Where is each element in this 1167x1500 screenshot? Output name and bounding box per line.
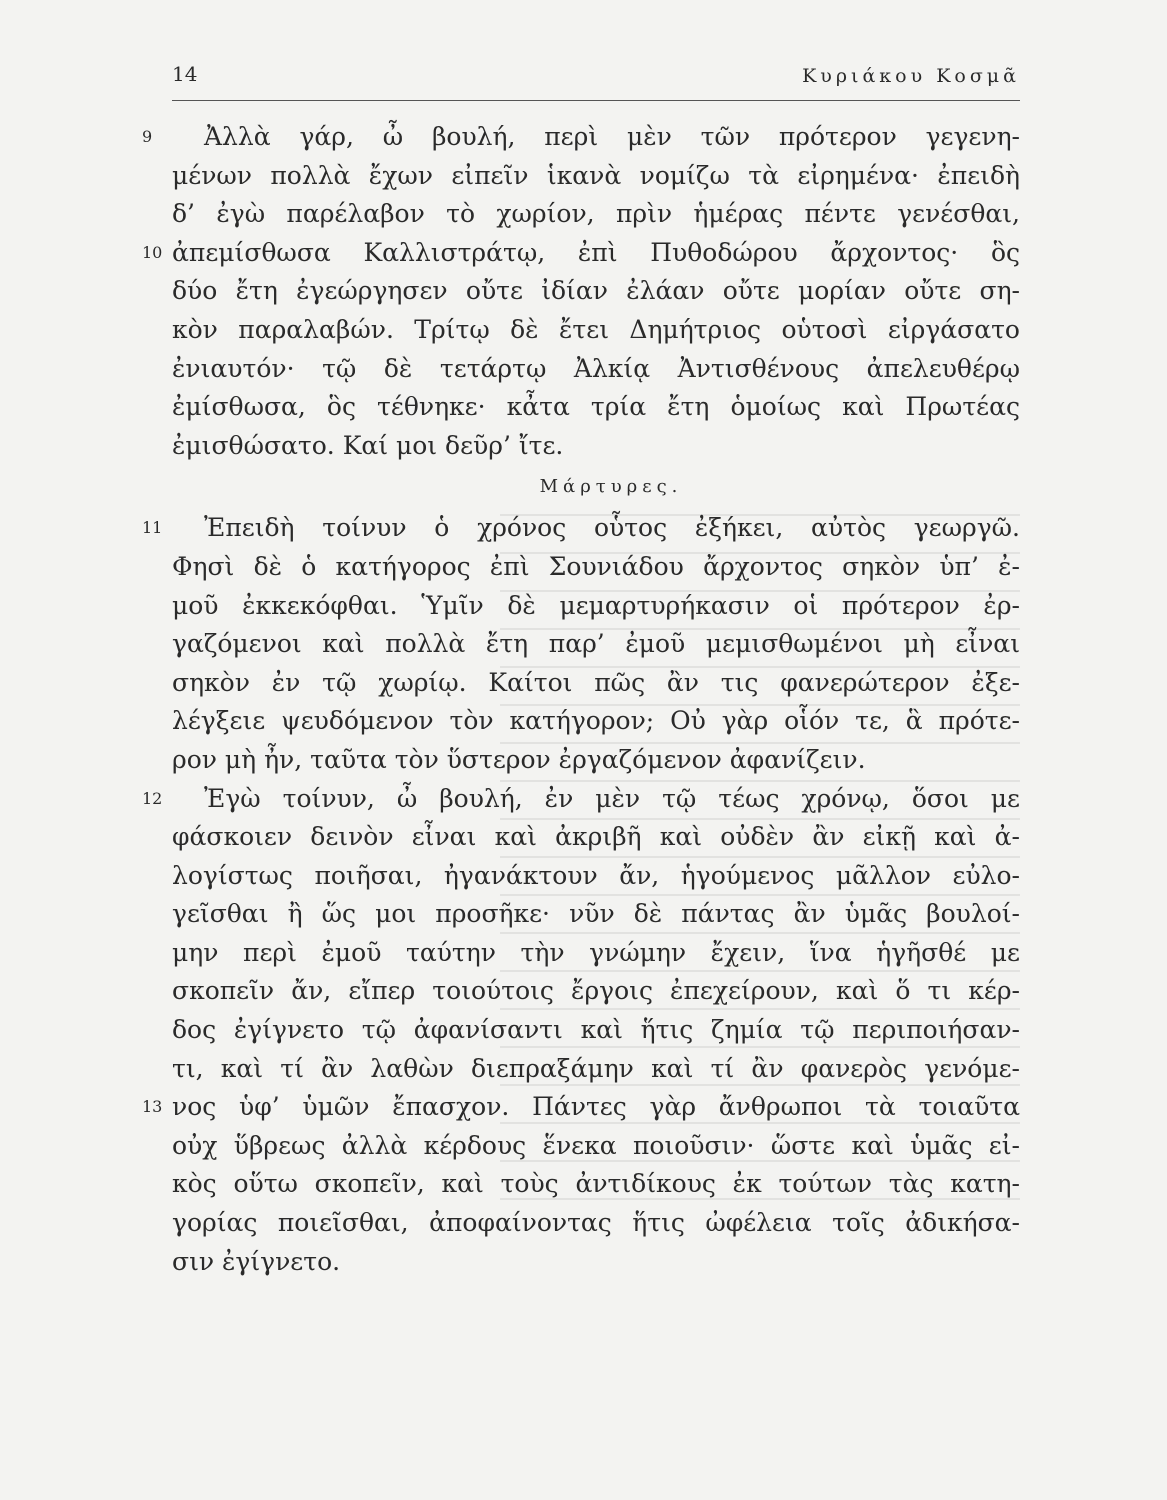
text-line — [172, 427, 1020, 466]
line-text: μένων πολλὰ ἔχων εἰπεῖν ἱκανὰ νομίζω τὰ εἰρημένα· ἐπειδὴ — [172, 160, 1020, 190]
line-text: φάσκοιεν δεινὸν εἶναι καὶ ἀκριβῆ καὶ οὐδὲν ἂν εἰκῇ καὶ ἀ- — [172, 822, 1020, 852]
page-number: 14 — [172, 62, 198, 86]
text-line — [172, 548, 1020, 587]
text-line — [172, 1127, 1020, 1166]
line-text: Ἐγὼ τοίνυν, ὦ βουλή, ἐν μὲν τῷ τέως χρόνῳ, ὅσοι με — [204, 783, 1020, 813]
line-text: κὸς οὕτω σκοπεῖν, καὶ τοὺς ἀντιδίκους ἐκ τούτων τὰς κατη- — [172, 1169, 1020, 1199]
text-line — [172, 587, 1020, 626]
line-text: Ἀλλὰ γάρ, ὦ βουλή, περὶ μὲν τῶν πρότερον γεγενη- — [204, 122, 1020, 151]
text-line — [172, 1243, 1020, 1282]
text-line — [142, 780, 1020, 819]
line-text: νος ὑφ’ ὑμῶν ἔπασχον. Πάντες γὰρ ἄνθρωποι τὰ τοιαῦτα — [172, 1092, 1020, 1122]
line-text: ἐμισθώσατο. Καί μοι δεῦρ’ ἴτε. — [172, 430, 564, 460]
line-text: γεῖσθαι ἢ ὥς μοι προσῆκε· νῦν δὲ πάντας ἂν ὑμᾶς βουλοί- — [172, 899, 1020, 929]
line-text: γορίας ποιεῖσθαι, ἀποφαίνοντας ἥτις ὠφέλεια τοῖς ἀδικήσα- — [172, 1208, 1020, 1238]
witnesses-heading: Μάρτυρες. — [539, 476, 683, 498]
text-line — [172, 350, 1020, 389]
line-text: δύο ἔτη ἐγεώργησεν οὔτε ἰδίαν ἐλάαν οὔτε μορίαν οὔτε ση- — [172, 276, 1020, 306]
line-text: λογίστως ποιῆσαι, ἠγανάκτουν ἄν, ἡγούμενος μᾶλλον εὐλο- — [172, 860, 1020, 890]
section-number: 12 — [142, 788, 163, 808]
line-text: σηκὸν ἐν τῷ χωρίῳ. Καίτοι πῶς ἂν τις φανερώτερον ἐξε- — [172, 667, 1020, 697]
text-line — [172, 934, 1020, 973]
line-text: ἐμίσθωσα, ὃς τέθνηκε· κἆτα τρία ἔτη ὁμοίως καὶ Πρωτέας — [172, 392, 1020, 422]
text-line — [142, 509, 1020, 548]
text-line — [172, 272, 1020, 311]
text-line — [172, 895, 1020, 934]
line-text: ἀπεμίσθωσα Καλλιστράτῳ, ἐπὶ Πυθοδώρου ἄρχοντος· ὃς — [172, 237, 1020, 267]
line-text: γαζόμενοι καὶ πολλὰ ἔτη παρ’ ἐμοῦ μεμισθωμένοι μὴ εἶναι — [172, 629, 1020, 659]
page-header — [172, 62, 1020, 101]
text-line — [172, 1204, 1020, 1243]
text-line — [172, 857, 1020, 896]
line-text: σιν ἐγίγνετο. — [172, 1246, 341, 1276]
text-line — [172, 1165, 1020, 1204]
text-line — [172, 625, 1020, 664]
line-text: Ἐπειδὴ τοίνυν ὁ χρόνος οὗτος ἐξήκει, αὐτὸς γεωργῶ. — [204, 513, 1020, 543]
text-line — [172, 664, 1020, 703]
line-text: ἐνιαυτόν· τῷ δὲ τετάρτῳ Ἀλκίᾳ Ἀντισθένους ἀπελευθέρῳ — [172, 353, 1020, 383]
text-line — [172, 702, 1020, 741]
text-line — [172, 818, 1020, 857]
section-number: 10 — [142, 242, 163, 262]
line-text: δ’ ἐγὼ παρέλαβον τὸ χωρίον, πρὶν ἡμέρας πέντε γενέσθαι, — [172, 199, 1020, 229]
body-text — [142, 118, 1020, 1281]
line-text: ρον μὴ ἦν, ταῦτα τὸν ὕστερον ἐργαζόμενον ἀφανίζειν. — [172, 744, 866, 774]
section-number: 9 — [142, 127, 153, 146]
section-number: 13 — [142, 1097, 163, 1117]
line-text: τι, καὶ τί ἂν λαθὼν διεπραξάμην καὶ τί ἂν φανερὸς γενόμε- — [172, 1053, 1020, 1083]
text-line — [172, 972, 1020, 1011]
text-line — [142, 118, 1020, 157]
line-text: μην περὶ ἐμοῦ ταύτην τὴν γνώμην ἔχειν, ἵνα ἡγῆσθέ με — [172, 937, 1020, 967]
text-line — [142, 234, 1020, 273]
running-title: Κυριάκου Κοσμᾶ — [802, 65, 1020, 87]
text-line — [142, 1088, 1020, 1127]
line-text: οὐχ ὕβρεως ἀλλὰ κέρδους ἕνεκα ποιοῦσιν· ὥστε καὶ ὑμᾶς εἰ- — [172, 1130, 1020, 1160]
line-text: δος ἐγίγνετο τῷ ἀφανίσαντι καὶ ἥτις ζημία τῷ περιποιήσαν- — [172, 1015, 1020, 1045]
text-line — [172, 157, 1020, 196]
line-text: μοῦ ἐκκεκόφθαι. Ὑμῖν δὲ μεμαρτυρήκασιν οἱ πρότερον ἐρ- — [172, 590, 1020, 620]
text-line — [172, 311, 1020, 350]
text-line — [172, 388, 1020, 427]
line-text: σκοπεῖν ἄν, εἴπερ τοιούτοις ἔργοις ἐπεχείρουν, καὶ ὅ τι κέρ- — [172, 976, 1020, 1006]
line-text: λέγξειε ψευδόμενον τὸν κατήγορον; Οὐ γὰρ οἷόν τε, ἃ πρότε- — [172, 706, 1020, 736]
line-text: Φησὶ δὲ ὁ κατήγορος ἐπὶ Σουνιάδου ἄρχοντος σηκὸν ὑπ’ ἐ- — [172, 551, 1020, 581]
line-text: κὸν παραλαβών. Τρίτῳ δὲ ἔτει Δημήτριος οὑτοσὶ εἰργάσατο — [172, 314, 1020, 344]
section-number: 11 — [142, 518, 163, 538]
text-line — [172, 741, 1020, 780]
text-line — [172, 195, 1020, 234]
text-line — [172, 1050, 1020, 1089]
text-line — [172, 1011, 1020, 1050]
